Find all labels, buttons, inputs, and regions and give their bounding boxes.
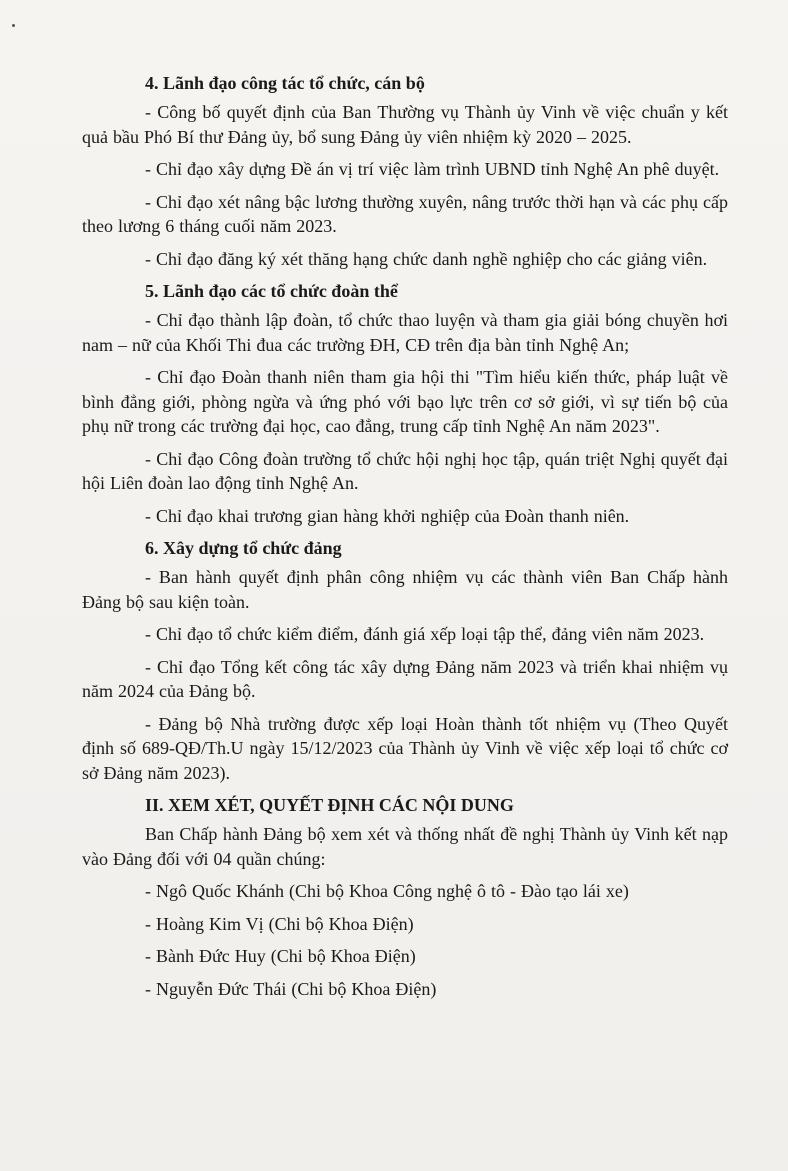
candidate-item: - Hoàng Kim Vị (Chi bộ Khoa Điện)	[145, 913, 414, 934]
candidate-item: - Bành Đức Huy (Chi bộ Khoa Điện)	[145, 946, 416, 966]
candidate-item: - Nguyễn Đức Thái (Chi bộ Khoa Điện)	[145, 978, 437, 999]
section-4-item: - Chỉ đạo xây dựng Đề án vị trí việc làm trình UBND tỉnh Nghệ An phê duyệt.	[145, 159, 720, 179]
section-6-item: - Ban hành quyết định phân công nhiệm vụ các thành viên Ban Chấp hành Đảng bộ sau kiện toàn.	[82, 567, 728, 612]
section-ii-intro: Ban Chấp hành Đảng bộ xem xét và thống nhất đề nghị Thành ủy Vinh kết nạp vào Đảng đối với 04 quần chúng:	[82, 824, 728, 869]
section-ii	[82, 793, 728, 1001]
section-ii-heading: II. XEM XÉT, QUYẾT ĐỊNH CÁC NỘI DUNG	[145, 795, 514, 815]
section-5	[82, 279, 728, 528]
section-4-heading: 4. Lãnh đạo công tác tổ chức, cán bộ	[145, 73, 425, 93]
section-5-item: - Chỉ đạo Đoàn thanh niên tham gia hội thi "Tìm hiểu kiến thức, pháp luật về bình đẳng giới, phòng ngừa và ứng phó với bạo lực trên cơ sở giới, vì sự tiến bộ của phụ nữ trong các trường đại học, cao đẳng, trung cấp tỉnh Nghệ An năm 2023".	[82, 367, 728, 436]
section-4-item: - Chỉ đạo đăng ký xét thăng hạng chức danh nghề nghiệp cho các giảng viên.	[145, 248, 708, 269]
scan-speck	[12, 24, 15, 27]
section-6-item: - Đảng bộ Nhà trường được xếp loại Hoàn thành tốt nhiệm vụ (Theo Quyết định số 689-QĐ/Th.U ngày 15/12/2023 của Thành ủy Vinh về việc xếp loại tổ chức cơ sở Đảng năm 2023).	[82, 713, 728, 783]
section-5-item: - Chỉ đạo khai trương gian hàng khởi nghiệp của Đoàn thanh niên.	[145, 505, 630, 526]
section-4-item: - Công bố quyết định của Ban Thường vụ Thành ủy Vinh về việc chuẩn y kết quả bầu Phó Bí thư Đảng ủy, bổ sung Đảng ủy viên nhiệm kỳ 2020 – 2025.	[82, 102, 728, 147]
section-5-heading: 5. Lãnh đạo các tổ chức đoàn thể	[145, 281, 398, 301]
section-4	[82, 71, 728, 271]
section-5-item: - Chỉ đạo Công đoàn trường tổ chức hội nghị học tập, quán triệt Nghị quyết đại hội Liên đoàn lao động tỉnh Nghệ An.	[82, 448, 728, 493]
section-6	[82, 536, 728, 785]
section-6-item: - Chỉ đạo tổ chức kiểm điểm, đánh giá xếp loại tập thể, đảng viên năm 2023.	[145, 624, 705, 644]
section-4-item: - Chỉ đạo xét nâng bậc lương thường xuyên, nâng trước thời hạn và các phụ cấp theo lương 6 tháng cuối năm 2023.	[82, 191, 728, 236]
section-6-item: - Chỉ đạo Tổng kết công tác xây dựng Đảng năm 2023 và triển khai nhiệm vụ năm 2024 của Đảng bộ.	[82, 656, 728, 701]
candidate-item: - Ngô Quốc Khánh (Chi bộ Khoa Công nghệ ô tô - Đào tạo lái xe)	[145, 881, 629, 901]
section-5-item: - Chỉ đạo thành lập đoàn, tổ chức thao luyện và tham gia giải bóng chuyền hơi nam – nữ của Khối Thi đua các trường ĐH, CĐ trên địa bàn tỉnh Nghệ An;	[82, 310, 728, 355]
section-6-heading: 6. Xây dựng tổ chức đảng	[145, 538, 342, 558]
